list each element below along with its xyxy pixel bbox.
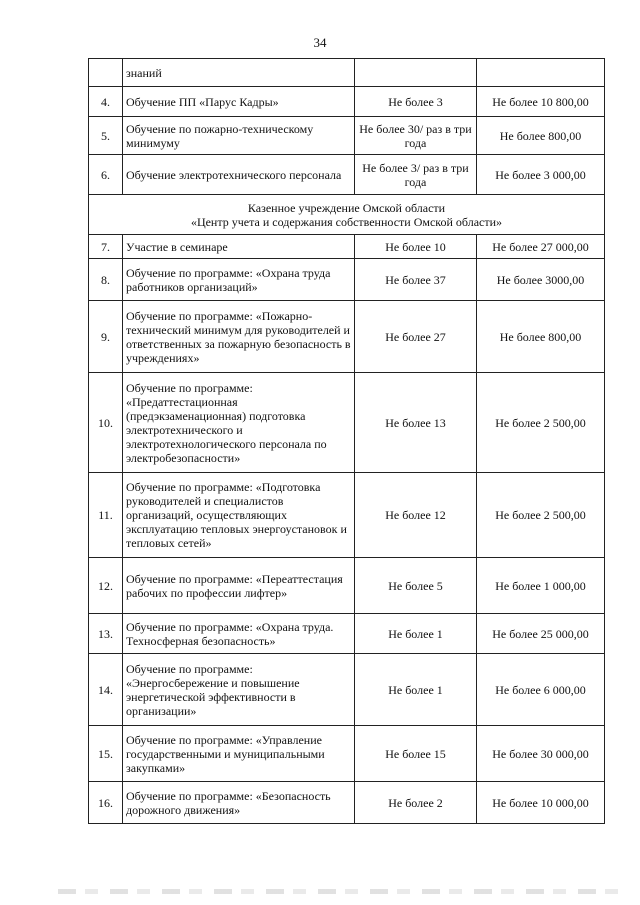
row-quantity: Не более 10 <box>355 235 477 259</box>
row-name: Обучение электротехнического персонала <box>123 155 355 195</box>
row-number: 15. <box>89 726 123 782</box>
row-quantity <box>355 59 477 87</box>
row-cost: Не более 2 500,00 <box>477 473 605 558</box>
row-cost: Не более 2 500,00 <box>477 373 605 473</box>
section-line-1: Казенное учреждение Омской области <box>247 200 446 215</box>
row-name: Обучение по пожарно-техническому минимуму <box>123 117 355 155</box>
scan-artifact <box>58 889 618 894</box>
row-cost: Не более 3000,00 <box>477 259 605 301</box>
table-row <box>89 726 605 782</box>
row-number: 8. <box>89 259 123 301</box>
section-line-2: «Центр учета и содержания собственности Омской области» <box>190 214 503 229</box>
row-name: Обучение по программе: «Подготовка руководителей и специалистов организаций, осуществляющих эксплуатацию тепловых энергоустановок и тепловых сетей» <box>123 473 355 558</box>
section-header-row <box>89 195 605 235</box>
table-row <box>89 59 605 87</box>
row-name: Обучение по программе: «Пожарно-технический минимум для руководителей и ответственных за пожарную безопасность в учреждениях» <box>123 301 355 373</box>
row-cost: Не более 3 000,00 <box>477 155 605 195</box>
row-number: 13. <box>89 614 123 654</box>
row-quantity: Не более 12 <box>355 473 477 558</box>
row-name: Обучение по программе: «Безопасность дорожного движения» <box>123 782 355 824</box>
row-name: Обучение по программе: «Переаттестация рабочих по профессии лифтер» <box>123 558 355 614</box>
row-quantity: Не более 13 <box>355 373 477 473</box>
section-header <box>89 195 605 235</box>
row-number: 7. <box>89 235 123 259</box>
row-number: 16. <box>89 782 123 824</box>
training-costs-table <box>88 58 605 824</box>
table-row <box>89 87 605 117</box>
table-row <box>89 373 605 473</box>
row-cost: Не более 25 000,00 <box>477 614 605 654</box>
table-row <box>89 558 605 614</box>
row-cost: Не более 1 000,00 <box>477 558 605 614</box>
row-quantity: Не более 15 <box>355 726 477 782</box>
table-row <box>89 235 605 259</box>
row-name: Обучение по программе: «Управление государственными и муниципальными закупками» <box>123 726 355 782</box>
row-quantity: Не более 27 <box>355 301 477 373</box>
row-name: Обучение по программе: «Энергосбережение и повышение энергетической эффективности в организации» <box>123 654 355 726</box>
row-cost: Не более 10 000,00 <box>477 782 605 824</box>
table-row <box>89 654 605 726</box>
row-number: 9. <box>89 301 123 373</box>
row-quantity: Не более 3/ раз в три года <box>355 155 477 195</box>
row-name: Участие в семинаре <box>123 235 355 259</box>
row-name: Обучение по программе: «Охрана труда. Техносферная безопасность» <box>123 614 355 654</box>
row-quantity: Не более 1 <box>355 614 477 654</box>
row-cost: Не более 30 000,00 <box>477 726 605 782</box>
table-row <box>89 473 605 558</box>
row-name: знаний <box>123 59 355 87</box>
row-number: 6. <box>89 155 123 195</box>
row-quantity: Не более 1 <box>355 654 477 726</box>
row-cost <box>477 59 605 87</box>
table-row <box>89 301 605 373</box>
row-number: 10. <box>89 373 123 473</box>
row-name: Обучение по программе: «Предаттестационная (предэкзаменационная) подготовка электротехнического и электротехнологического персонала по электробезопасности» <box>123 373 355 473</box>
row-quantity: Не более 37 <box>355 259 477 301</box>
row-quantity: Не более 30/ раз в три года <box>355 117 477 155</box>
table-row <box>89 155 605 195</box>
row-cost: Не более 800,00 <box>477 117 605 155</box>
table-row <box>89 117 605 155</box>
row-number: 5. <box>89 117 123 155</box>
row-quantity: Не более 5 <box>355 558 477 614</box>
row-cost: Не более 800,00 <box>477 301 605 373</box>
row-cost: Не более 27 000,00 <box>477 235 605 259</box>
row-name: Обучение по программе: «Охрана труда работников организаций» <box>123 259 355 301</box>
table-row <box>89 614 605 654</box>
row-number <box>89 59 123 87</box>
row-name: Обучение ПП «Парус Кадры» <box>123 87 355 117</box>
table-row <box>89 259 605 301</box>
row-cost: Не более 10 800,00 <box>477 87 605 117</box>
row-number: 11. <box>89 473 123 558</box>
row-number: 14. <box>89 654 123 726</box>
row-number: 4. <box>89 87 123 117</box>
row-quantity: Не более 3 <box>355 87 477 117</box>
row-number: 12. <box>89 558 123 614</box>
row-quantity: Не более 2 <box>355 782 477 824</box>
row-cost: Не более 6 000,00 <box>477 654 605 726</box>
table-row <box>89 782 605 824</box>
page-number: 34 <box>313 35 327 50</box>
